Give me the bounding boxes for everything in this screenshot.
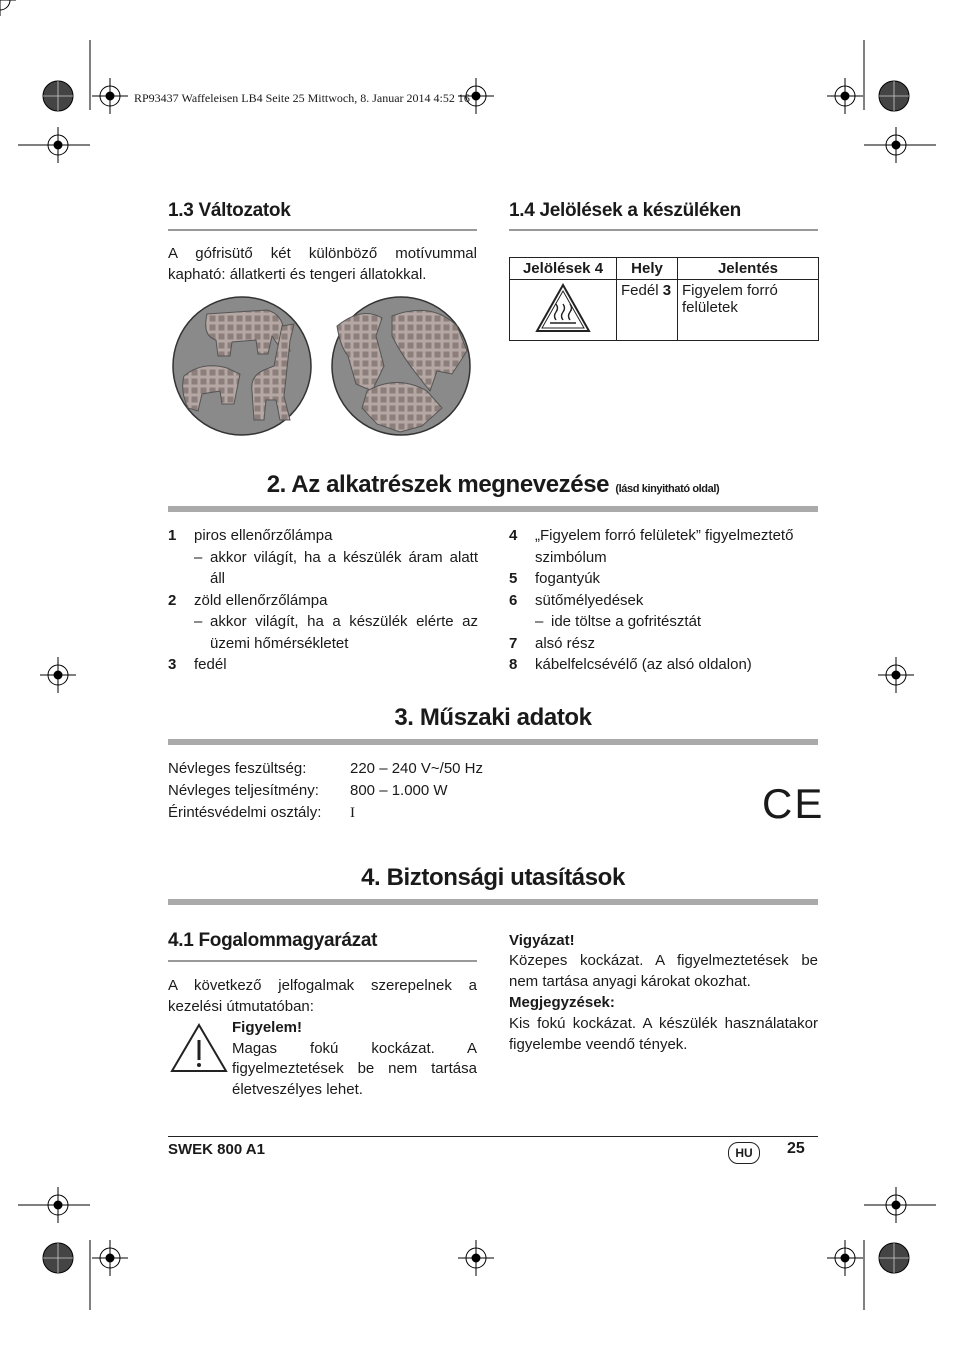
section-3-rule (168, 739, 818, 745)
table-header: Jelentés (678, 258, 819, 280)
figyelem-title: Figyelem! (232, 1019, 303, 1036)
list-item: 5 fogantyúk (509, 570, 601, 587)
vigyazat-line2: nem tartása anyagi károkat okozhat. (509, 973, 751, 990)
megjegyzesek-line2: figyelembe veendő tények. (509, 1036, 688, 1053)
warning-triangle-icon (169, 1022, 229, 1074)
footer-model: SWEK 800 A1 (168, 1141, 265, 1158)
section-4-rule (168, 899, 818, 905)
page-number: 25 (787, 1140, 805, 1157)
list-item: 2 zöld ellenőrzőlámpa (168, 591, 328, 609)
intro-line2: kezelési útmutatóban: (168, 998, 314, 1015)
section-1-4-title: 1.4 Jelölések a készüléken (509, 200, 741, 221)
megjegyzesek-title: Megjegyzések: (509, 994, 615, 1011)
place-cell: Fedél 3 (617, 280, 678, 341)
hot-surface-warning-icon (534, 282, 592, 334)
section-4-title: 4. Biztonsági utasítások (361, 864, 625, 891)
figyelem-line1: Magas fokú kockázat. A (232, 1040, 477, 1057)
section-2-title: 2. Az alkatrészek megnevezése (lásd kinyitható oldal) (266, 471, 720, 498)
list-item: 6 sütőmélyedések (509, 591, 644, 609)
section-4-1-rule (168, 960, 477, 962)
figyelem-line3: életveszélyes lehet. (232, 1081, 363, 1098)
waffle-plates-image (172, 296, 472, 440)
vigyazat-title: Vigyázat! (509, 932, 575, 949)
parts-list-left (168, 525, 478, 676)
list-item: 7 alsó rész (509, 634, 596, 652)
hot-surface-symbol-cell (510, 280, 617, 341)
intro-line1: A következő jelfogalmak szerepelnek a (168, 977, 477, 994)
parts-list-right (509, 525, 819, 676)
language-badge: HU (728, 1142, 760, 1164)
table-header: Jelölések 4 (510, 258, 617, 280)
figyelem-line2: figyelmeztetések be nem tartása (232, 1060, 477, 1077)
spec-table: Névleges feszültség: 220 – 240 V~/50 Hz Névleges teljesítmény: 800 – 1.000 W Érintésvédelmi osztály: I (168, 760, 484, 821)
footer-rule (168, 1136, 818, 1137)
list-item: szimbólum (535, 548, 607, 566)
section-1-3-rule (168, 229, 477, 231)
list-subitem: üzemi hőmérsékletet (210, 634, 349, 652)
list-item: 1 piros ellenőrzőlámpa (168, 527, 333, 544)
vigyazat-line1: Közepes kockázat. A figyelmeztetések be (509, 952, 818, 969)
list-subitem: – ide töltse a gofritésztát (535, 613, 702, 630)
section-1-3-line2: kapható: állatkerti és tengeri állatokkal. (168, 266, 427, 283)
list-item: 4 „Figyelem forró felületek” figyelmeztető (509, 527, 794, 544)
megjegyzesek-line1: Kis fokú kockázat. A készülék használatakor (509, 1015, 818, 1032)
list-item: 8 kábelfelcsévélő (az alsó oldalon) (509, 656, 752, 673)
section-2-rule (168, 506, 818, 512)
table-header: Hely (617, 258, 678, 280)
meaning-cell: Figyelem forró felületek (678, 280, 819, 341)
section-1-4-rule (509, 229, 818, 231)
list-subitem: áll (210, 570, 226, 587)
print-header: RP93437 Waffeleisen LB4 Seite 25 Mittwoch, 8. Januar 2014 4:52 16 (134, 91, 470, 105)
section-1-3-line1: A gófrisütő két különböző motívummal (168, 245, 477, 262)
list-item: 3 fedél (168, 656, 227, 673)
list-subitem: – akkor világít, ha a készülék elérte az (194, 613, 478, 630)
ce-mark: CE (762, 780, 825, 827)
list-subitem: – akkor világít, ha a készülék áram alatt (194, 548, 478, 566)
section-3-title: 3. Műszaki adatok (394, 704, 592, 731)
section-1-3-title: 1.3 Változatok (168, 200, 291, 221)
markings-table (509, 257, 819, 341)
section-4-1-title: 4.1 Fogalommagyarázat (168, 930, 378, 951)
